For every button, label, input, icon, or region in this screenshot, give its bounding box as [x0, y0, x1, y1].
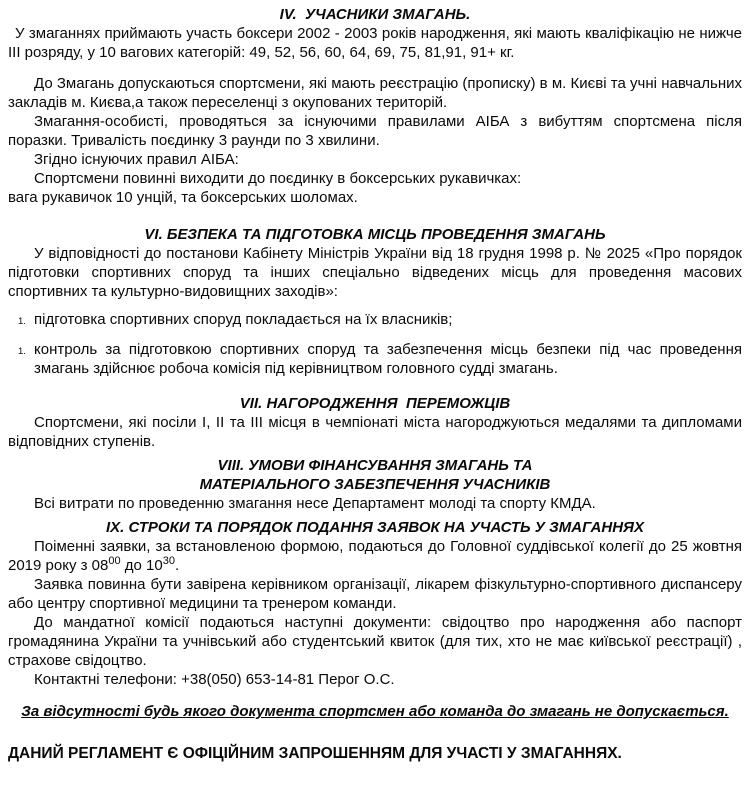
list-item-text: підготовка спортивних споруд покладається на їх власників; — [34, 311, 453, 328]
applications-text-part1: Поіменні заявки, за встановленою формою, подаються до Головної суддівської колегії до 25 жовтня 2019 року з 08 — [8, 538, 742, 574]
contacts-paragraph: Контактні телефони: +38(050) 653-14-81 Перог О.С. — [34, 671, 395, 688]
section-viii-title-line1: VIII. УМОВИ ФІНАНСУВАННЯ ЗМАГАНЬ ТА — [217, 457, 533, 474]
documents-paragraph: До мандатної комісії подаються наступні документи: свідоцтво про народження або паспорт громадянина України та учнівський або студентський квиток (для тих, хто не має київської реєстрації) , страхове свідоцтво. — [8, 614, 742, 669]
registration-paragraph: До Змагань допускаються спортсмени, які мають реєстрацію (прописку) в м. Києві та учні навчальних закладів м. Києва,а також переселенці з окупованих територій. — [8, 75, 742, 111]
time-superscript-minutes-to: 30 — [162, 555, 175, 567]
list-item-safety-control — [18, 340, 742, 378]
gloves-weight-paragraph: вага рукавичок 10 унцій, та боксерських шоломах. — [8, 189, 358, 206]
applications-text-part3: . — [174, 557, 180, 574]
participants-paragraph: У змаганнях приймають участь боксери 2002 - 2003 років народження, які мають кваліфікацію не нижче III розряду, у 10 вагових категорій: 49, 52, 56, 60, 64, 69, 75, 81,91, 91+ кг. — [8, 25, 742, 61]
missing-documents-warning: За відсутності будь якого документа спортсмен або команда до змагань не допускається. — [21, 703, 729, 720]
section-vi-title: VI. БЕЗПЕКА ТА ПІДГОТОВКА МІСЦЬ ПРОВЕДЕННЯ ЗМАГАНЬ — [144, 226, 606, 243]
gloves-intro-paragraph: Спортсмени повинні виходити до поєдинку в боксерських рукавичках: — [34, 170, 522, 187]
resolution-paragraph: У відповідності до постанови Кабінету Міністрів України від 18 грудня 1998 р. № 2025 «Про порядок підготовки спортивних споруд та інших спеціально відведених місць для проведення масових спортивних та культурно-видовищних заходів»: — [8, 245, 742, 300]
official-invitation-statement: ДАНИЙ РЕГЛАМЕНТ Є ОФІЦІЙНИМ ЗАПРОШЕННЯМ ДЛЯ УЧАСТІ У ЗМАГАННЯХ. — [8, 745, 622, 762]
according-rules-paragraph: Згідно існуючих правил АІБА: — [34, 151, 239, 168]
applications-paragraph — [8, 537, 742, 575]
certification-paragraph: Заявка повинна бути завірена керівником організації, лікарем фізкультурно-спортивного диспансеру або центру спортивної медицини та тренером команди. — [8, 576, 742, 612]
section-iv-title: IV. УЧАСНИКИ ЗМАГАНЬ. — [279, 6, 471, 23]
list-item-venue-preparation — [18, 310, 742, 331]
section-viii-title-line2: МАТЕРІАЛЬНОГО ЗАБЕЗПЕЧЕННЯ УЧАСНИКІВ — [199, 476, 551, 493]
list-item-text: контроль за підготовкою спортивних споруд та забезпечення місць безпеки під час проведення змагань здійснює робоча комісія під керівництвом головного судді змагань. — [34, 341, 742, 377]
list-item-marker: 1. — [18, 316, 26, 327]
section-ix-title: IX. СТРОКИ ТА ПОРЯДОК ПОДАННЯ ЗАЯВОК НА УЧАСТЬ У ЗМАГАННЯХ — [106, 519, 644, 536]
section-vii-title: VII. НАГОРОДЖЕННЯ ПЕРЕМОЖЦІВ — [239, 395, 511, 412]
time-superscript-minutes-from: 00 — [108, 555, 121, 567]
awards-paragraph: Спортсмени, які посіли I, II та III місця в чемпіонаті міста нагороджуються медалями та дипломами відповідних ступенів. — [8, 414, 742, 450]
list-item-marker: 1. — [18, 346, 26, 357]
rules-paragraph: Змагання-особисті, проводяться за існуючими правилами АІБА з вибуттям спортсмена після поразки. Тривалість поєдинку 3 раунди по 3 хвилини. — [8, 113, 742, 149]
expenses-paragraph: Всі витрати по проведенню змагання несе Департамент молоді та спорту КМДА. — [34, 495, 596, 512]
applications-text-part2: до 10 — [120, 557, 163, 574]
